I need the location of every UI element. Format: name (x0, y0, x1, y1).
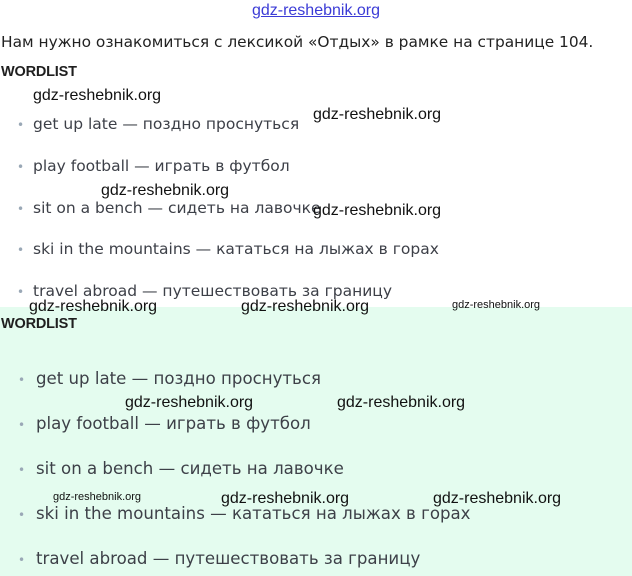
bullet-icon: • (18, 418, 26, 432)
watermark: gdz-reshebnik.org (29, 298, 158, 315)
wordlist-item-text: travel abroad — путешествовать за границу (36, 549, 421, 568)
wordlist-item-text: ski in the mountains — кататься на лыжах в горах (33, 240, 439, 258)
wordlist-item-text: travel abroad — путешествовать за границу (33, 282, 392, 300)
watermark: gdz-reshebnik.org (433, 490, 562, 507)
site-title-link[interactable]: gdz-reshebnik.org (251, 2, 381, 19)
wordlist-panel (0, 307, 632, 576)
bullet-icon: • (18, 553, 26, 567)
wordlist-item-text: get up late — поздно проснуться (33, 115, 300, 133)
wordlist-item-text: sit on a bench — сидеть на лавочке (36, 459, 344, 478)
watermark: gdz-reshebnik.org (125, 394, 254, 411)
bullet-icon: • (17, 285, 25, 299)
bullet-icon: • (17, 160, 25, 174)
watermark: gdz-reshebnik.org (452, 299, 541, 311)
bullet-icon: • (17, 202, 25, 216)
watermark: gdz-reshebnik.org (241, 298, 370, 315)
wordlist-item-text: ski in the mountains — кататься на лыжах в горах (36, 504, 471, 523)
bullet-icon: • (17, 118, 25, 132)
wordlist-item-text: sit on a bench — сидеть на лавочке (33, 199, 321, 217)
watermark: gdz-reshebnik.org (221, 490, 350, 507)
intro-text: Нам нужно ознакомиться с лексикой «Отдых» в рамке на странице 104. (1, 33, 594, 51)
wordlist-heading: WORDLIST (1, 316, 77, 332)
watermark: gdz-reshebnik.org (101, 182, 230, 199)
bullet-icon: • (18, 508, 26, 522)
wordlist-item-text: play football — играть в футбол (36, 414, 311, 433)
bullet-icon: • (18, 373, 26, 387)
watermark: gdz-reshebnik.org (313, 202, 442, 219)
watermark: gdz-reshebnik.org (337, 394, 466, 411)
watermark: gdz-reshebnik.org (33, 87, 162, 104)
wordlist-heading: WORDLIST (1, 64, 77, 80)
watermark: gdz-reshebnik.org (53, 491, 142, 503)
wordlist-item-text: get up late — поздно проснуться (36, 369, 321, 388)
bullet-icon: • (17, 243, 25, 257)
bullet-icon: • (18, 463, 26, 477)
watermark: gdz-reshebnik.org (313, 106, 442, 123)
wordlist-item-text: play football — играть в футбол (33, 157, 290, 175)
